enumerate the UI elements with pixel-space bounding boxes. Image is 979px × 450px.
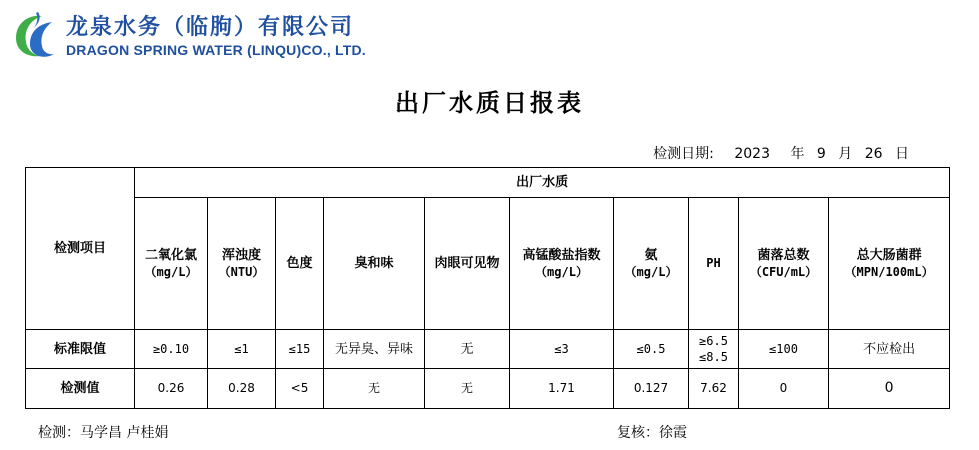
measured-value: 0 xyxy=(829,369,950,409)
measured-value: 0.28 xyxy=(208,369,276,409)
header-row-columns xyxy=(26,198,950,330)
item-header: 检测项目 xyxy=(26,168,135,330)
reviewer-signature xyxy=(617,422,687,442)
measured-value: 无 xyxy=(425,369,510,409)
standard-value: ≤3 xyxy=(510,330,614,369)
column-header: 高锰酸盐指数 （mg/L） xyxy=(510,198,614,330)
column-header: 氨 （mg/L） xyxy=(614,198,689,330)
measured-value: <5 xyxy=(276,369,324,409)
measured-value: 0.127 xyxy=(614,369,689,409)
column-header: 肉眼可见物 xyxy=(425,198,510,330)
standard-value: ≤1 xyxy=(208,330,276,369)
date-label: 检测日期: xyxy=(653,146,714,162)
water-quality-table xyxy=(25,167,950,409)
date-year-unit: 年 xyxy=(790,146,805,162)
date-month: 9 xyxy=(816,146,826,162)
date-year: 2023 xyxy=(734,146,770,162)
table-row xyxy=(26,369,950,409)
table-row xyxy=(26,330,950,369)
column-header: 色度 xyxy=(276,198,324,330)
reviewer-label: 复核： xyxy=(617,425,659,441)
column-header: 臭和味 xyxy=(324,198,425,330)
measured-value: 7.62 xyxy=(689,369,739,409)
inspector-signature xyxy=(38,422,168,442)
column-header: 二氧化氯 （mg/L） xyxy=(135,198,208,330)
inspector-names: 马学昌 卢桂娟 xyxy=(80,425,169,441)
measured-value: 0.26 xyxy=(135,369,208,409)
column-header: 菌落总数 （CFU/mL） xyxy=(739,198,829,330)
standard-value: ≤100 xyxy=(739,330,829,369)
measured-value: 0 xyxy=(739,369,829,409)
measured-value: 1.71 xyxy=(510,369,614,409)
standard-value: ≥0.10 xyxy=(135,330,208,369)
header-row-group xyxy=(26,168,950,198)
column-header: 浑浊度 （NTU） xyxy=(208,198,276,330)
standard-value: 不应检出 xyxy=(829,330,950,369)
standard-value: ≤0.5 xyxy=(614,330,689,369)
report-title: 出厂水质日报表 xyxy=(395,88,584,117)
column-header: 总大肠菌群 （MPN/100mL） xyxy=(829,198,950,330)
standard-value: ≤15 xyxy=(276,330,324,369)
inspector-label: 检测： xyxy=(38,425,80,441)
date-day-unit: 日 xyxy=(895,146,909,162)
company-name-en: DRAGON SPRING WATER (LINQU)CO., LTD. xyxy=(66,42,366,58)
company-name-cn: 龙泉水务（临朐）有限公司 xyxy=(66,14,355,40)
company-logo-icon xyxy=(8,8,60,60)
company-header xyxy=(6,4,426,62)
standard-value: 无异臭、异味 xyxy=(324,330,425,369)
report-date xyxy=(653,143,909,163)
group-header: 出厂水质 xyxy=(135,168,950,198)
standard-value: 无 xyxy=(425,330,510,369)
column-header: PH xyxy=(689,198,739,330)
reviewer-name: 徐霞 xyxy=(659,425,687,441)
date-month-unit: 月 xyxy=(838,146,853,162)
row-label-measured: 检测值 xyxy=(26,369,135,409)
measured-value: 无 xyxy=(324,369,425,409)
date-day: 26 xyxy=(864,146,883,162)
row-label-standard: 标准限值 xyxy=(26,330,135,369)
standard-value: ≥6.5 ≤8.5 xyxy=(689,330,739,369)
